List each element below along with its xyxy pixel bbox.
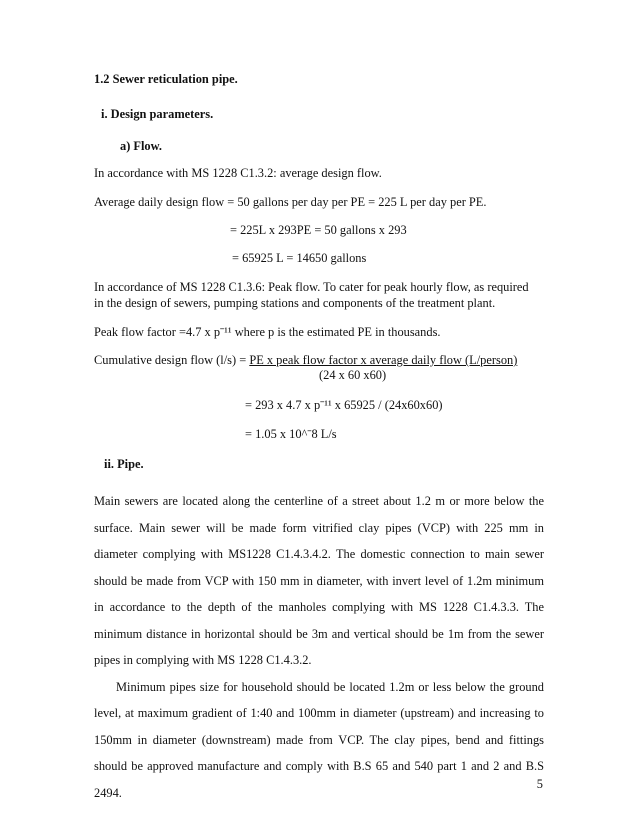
flow-text-1: In accordance with MS 1228 C1.3.2: average design flow.: [94, 166, 382, 180]
flow-text-4: in the design of sewers, pumping stations and components of the treatment plant.: [94, 296, 496, 310]
equation-line-4: = 1.05 x 10^ˉ8 L/s: [245, 427, 337, 441]
subheading-design-parameters: i. Design parameters.: [101, 107, 214, 121]
subheading-pipe: ii. Pipe.: [104, 457, 144, 471]
pipe-paragraph-2: Minimum pipes size for household should be located 1.2m or less below the ground level, at maximum gradient of 1:40 and 100mm in diameter (upstream) and increasing to 150mm in diameter (downstream) made from VCP. The clay pipes, bend and fittings should be approved manufacture and comply with B.S 65 and 540 part 1 and 2 and B.S 2494.: [94, 679, 544, 800]
cumulative-flow-label: Cumulative design flow (l/s) =: [94, 353, 250, 367]
equation-line-3: = 293 x 4.7 x pˉ¹¹ x 65925 / (24x60x60): [245, 398, 443, 412]
formula-denominator: (24 x 60 x60): [319, 368, 387, 382]
equation-line-2: = 65925 L = 14650 gallons: [232, 251, 367, 265]
pipe-body: [94, 488, 544, 806]
pipe-paragraph-1: Main sewers are located along the centerline of a street about 1.2 m or more below the surface. Main sewer will be made form vitrified clay pipes (VCP) with 225 mm in diameter complying with MS1228 C1.4.3.4.2. The domestic connection to main sewer should be made from VCP with 150 mm in diameter, with invert level of 1.2m minimum in accordance to the depth of the manholes complying with MS 1228 C1.4.3.3. The minimum distance in horizontal should be 3m and vertical should be 1m from the sewer pipes in complying with MS 1228 C1.4.3.2.: [94, 494, 544, 667]
cumulative-flow-formula: [94, 354, 517, 366]
flow-text-2: Average daily design flow = 50 gallons per day per PE = 225 L per day per PE.: [94, 195, 487, 209]
equation-line-1: = 225L x 293PE = 50 gallons x 293: [230, 223, 407, 237]
section-heading: 1.2 Sewer reticulation pipe.: [94, 72, 238, 86]
formula-numerator: PE x peak flow factor x average daily flow (L/person): [249, 353, 518, 367]
flow-text-3: In accordance of MS 1228 C1.3.6: Peak flow. To cater for peak hourly flow, as required: [94, 280, 529, 294]
subheading-flow: a) Flow.: [120, 139, 162, 153]
page-number: 5: [536, 777, 543, 791]
peak-flow-factor: Peak flow factor =4.7 x pˉ¹¹ where p is the estimated PE in thousands.: [94, 325, 441, 339]
